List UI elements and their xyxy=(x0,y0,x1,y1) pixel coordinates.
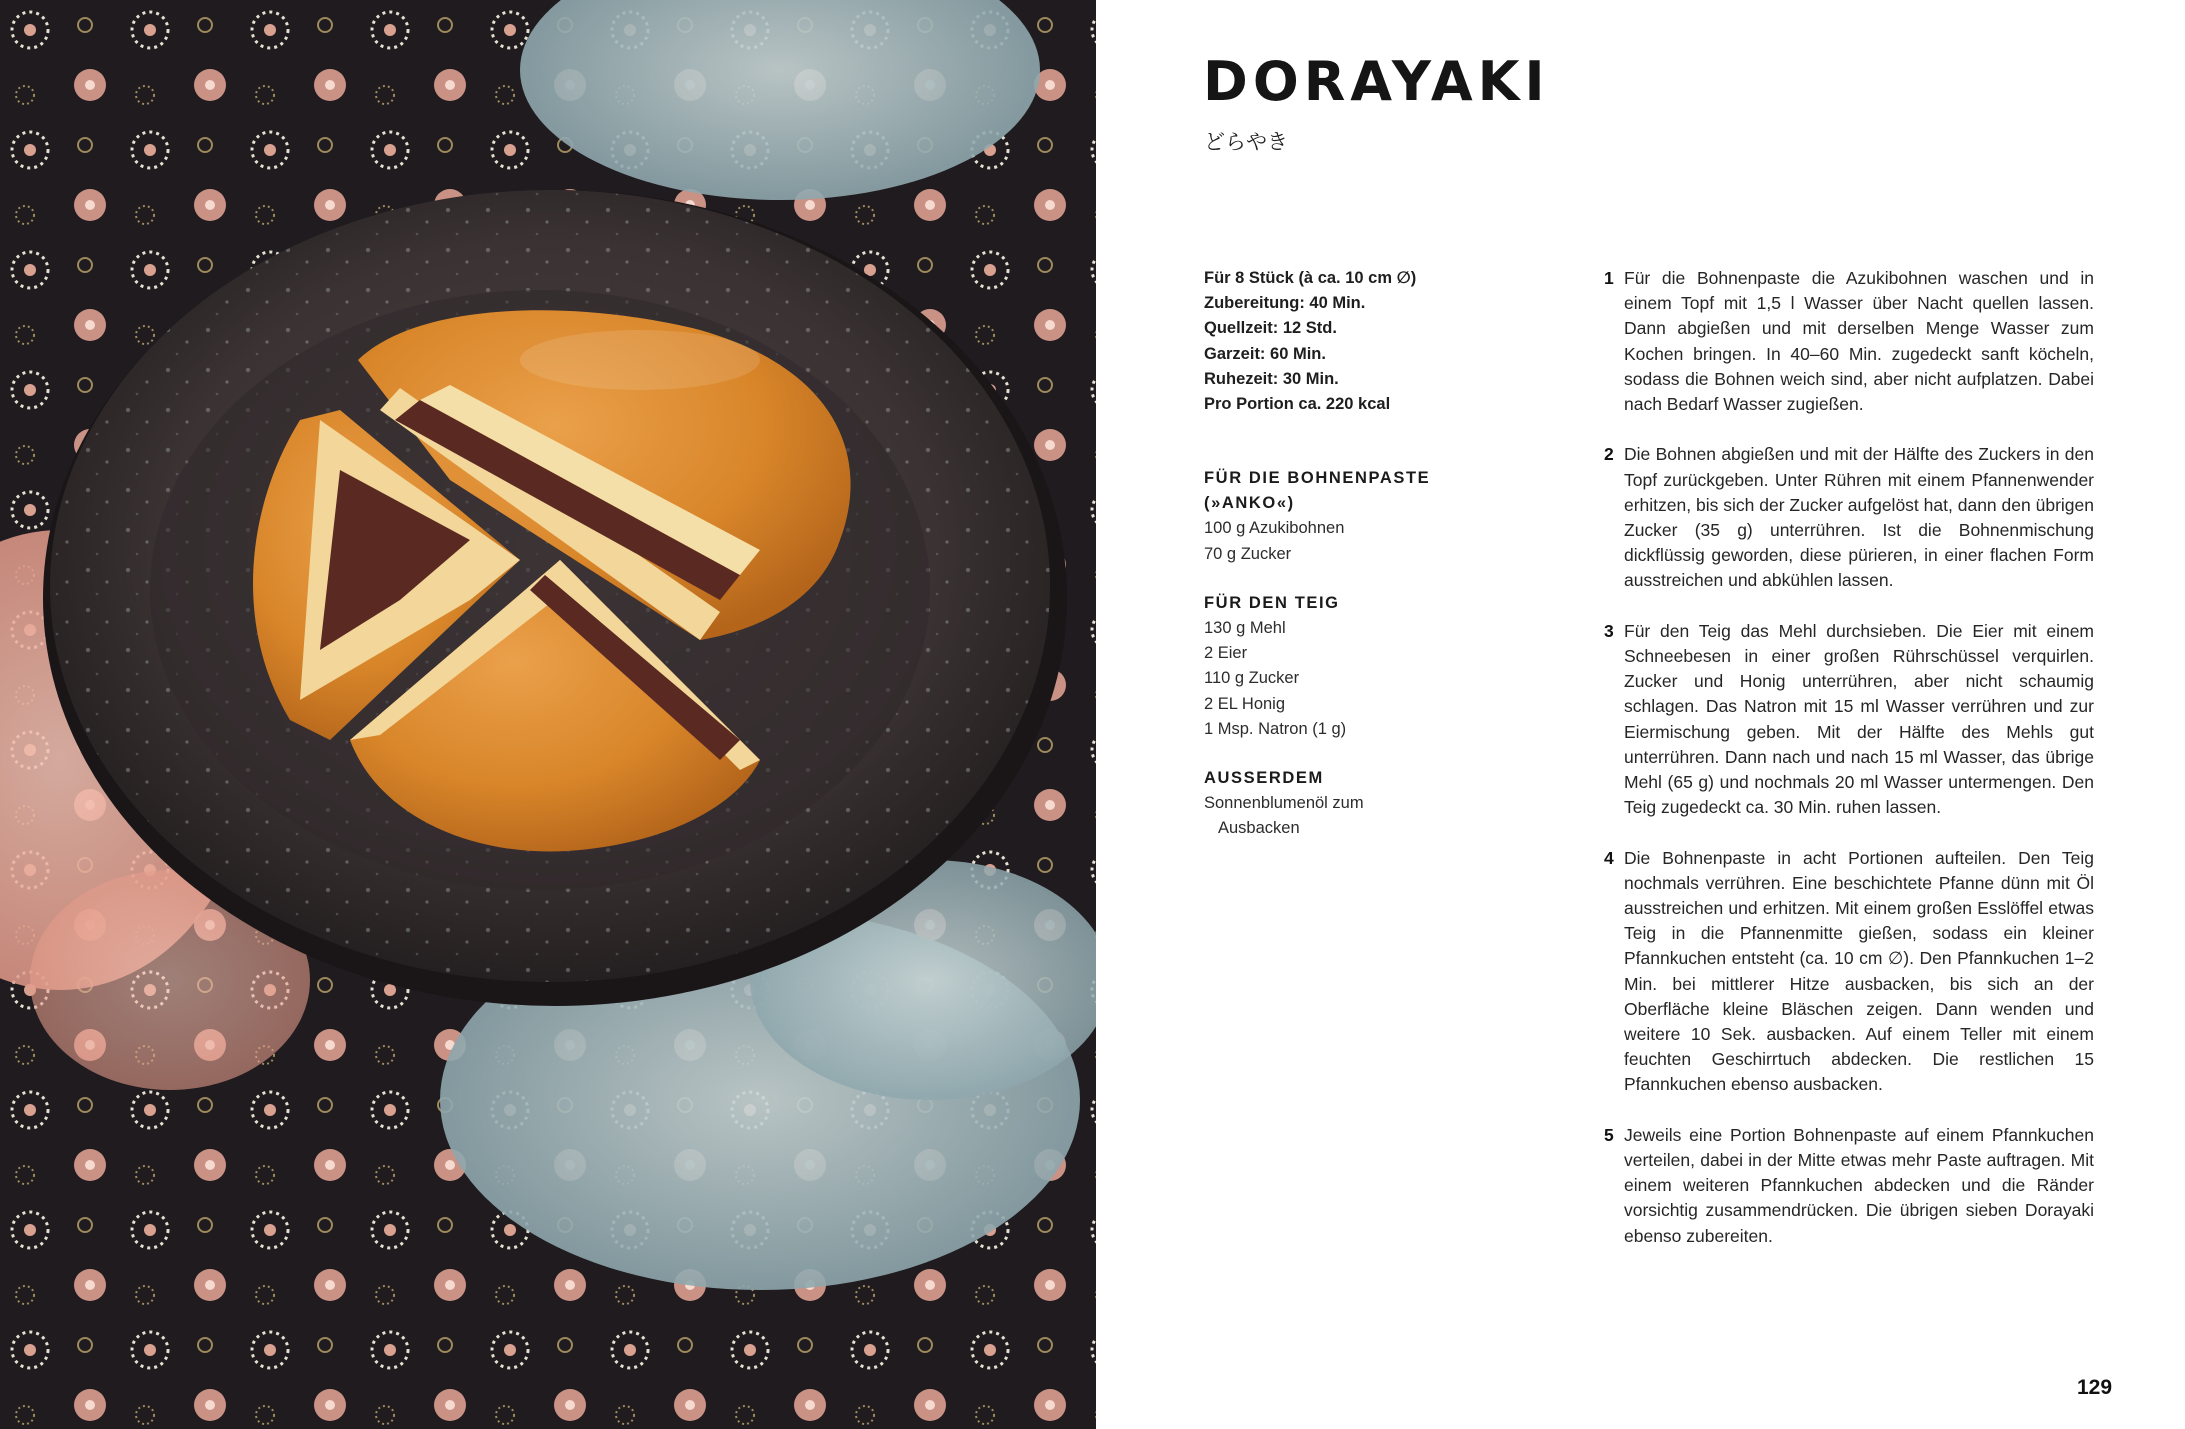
recipe-title: DORAYAKI xyxy=(1203,50,1550,113)
ingredient-group-dough xyxy=(1204,591,1504,742)
ingredient-group-heading: AUSSERDEM xyxy=(1204,769,1324,788)
ingredient-item: 2 EL Honig xyxy=(1204,694,1286,713)
meta-prep-time: Zubereitung: 40 Min. xyxy=(1204,294,1366,313)
step-text: Die Bohnen abgießen und mit der Hälfte des Zuckers in den Topf zurückgeben. Unter Rühren mit einem Pfannenwender erhitzen, bis sich der Zucker aufgelöst hat, dann den übrigen Zucker (35 g) unterrühren. Ist die Bohnenmischung dickflüssig geworden, diese pürieren, in einer flachen Form ausstreichen und abkühlen lassen. xyxy=(1624,444,2094,591)
page-number: 129 xyxy=(2077,1376,2113,1399)
ingredient-item: 100 g Azukibohnen xyxy=(1204,519,1345,538)
ingredient-group-heading: FÜR DIE BOHNENPASTE xyxy=(1204,469,1431,487)
step-text: Für die Bohnenpaste die Azukibohnen waschen und in einem Topf mit 1,5 l Wasser über Nacht quellen lassen. Dann abgießen und mit derselben Menge Wasser zum Kochen bringen. In 40–60 Min. zugedeckt sanft köcheln, sodass die Bohnen weich sind, aber nicht aufplatzen. Dabei nach Bedarf Wasser zugießen. xyxy=(1624,268,2094,415)
meta-soak-time: Quellzeit: 12 Std. xyxy=(1204,319,1337,338)
ingredient-item: 70 g Zucker xyxy=(1204,544,1292,563)
recipe-step xyxy=(1604,442,2094,593)
meta-yield: Für 8 Stück (à ca. 10 cm ∅) xyxy=(1204,269,1417,287)
recipe-steps xyxy=(1604,266,2094,1274)
recipe-step xyxy=(1604,266,2094,417)
recipe-step xyxy=(1604,846,2094,1098)
meta-calories: Pro Portion ca. 220 kcal xyxy=(1204,395,1391,414)
step-text: Für den Teig das Mehl durchsieben. Die Eier mit einem Schneebesen in einer großen Rührschüssel verquirlen. Zucker und Honig unterrühren, aber nicht schaumig schlagen. Das Natron mit 15 ml Wasser verrühren und zur Eiermischung geben. Mit der Hälfte des Mehls gut unterrühren. Dann nach und nach 15 ml Wasser, das übrige Mehl (65 g) und nochmals 20 ml Wasser untermengen. Den Teig zugedeckt ca. 30 Min. ruhen lassen. xyxy=(1624,620,2094,818)
ingredient-item: Sonnenblumenöl zum xyxy=(1204,794,1364,813)
ingredient-item: Ausbacken xyxy=(1218,819,1300,838)
step-text: Die Bohnenpaste in acht Portionen aufteilen. Den Teig nochmals verrühren. Eine beschichtete Pfanne dünn mit Öl ausstreichen und erhitzen. Mit einem großen Esslöffel etwas Teig in die Pfannenmitte gießen, sodass ein kleiner Pfannkuchen entsteht (ca. 10 cm ∅). Den Pfannkuchen 1–2 Min. bei mittlerer Hitze ausbacken, bis sich an der Oberfläche kleine Bläschen zeigen. Dann wenden und weitere 10 Sek. ausbacken. Auf einem Teller mit einem feuchten Geschirrtuch abdecken. Die restlichen 15 Pfannkuchen ebenso ausbacken. xyxy=(1624,847,2094,1095)
recipe-meta-info xyxy=(1204,266,1504,417)
ingredient-item: 1 Msp. Natron (1 g) xyxy=(1204,719,1347,738)
recipe-subtitle-japanese: どらやき xyxy=(1204,130,1288,154)
ingredient-group-additionally xyxy=(1204,766,1504,842)
meta-rest-time: Ruhezeit: 30 Min. xyxy=(1204,369,1339,388)
meta-cook-time: Garzeit: 60 Min. xyxy=(1204,344,1326,363)
ingredient-group-heading: (»ANKO«) xyxy=(1204,494,1295,513)
step-number: 2 xyxy=(1604,444,1614,465)
recipe-step xyxy=(1604,1123,2094,1249)
ingredient-item: 2 Eier xyxy=(1204,644,1248,663)
step-number: 4 xyxy=(1604,847,1614,868)
recipe-step xyxy=(1604,619,2094,821)
ingredient-group-bean-paste xyxy=(1204,466,1504,567)
ingredient-item: 110 g Zucker xyxy=(1204,669,1300,688)
ingredients-list xyxy=(1204,466,1504,866)
step-text: Jeweils eine Portion Bohnenpaste auf einem Pfannkuchen verteilen, dabei in der Mitte etwas mehr Paste auftragen. Mit einem weiteren Pfannkuchen abdecken und die Ränder vorsichtig zusammendrücken. Die übrigen sieben Dorayaki ebenso zubereiten. xyxy=(1624,1124,2094,1246)
step-number: 3 xyxy=(1604,620,1614,641)
ingredient-group-heading: FÜR DEN TEIG xyxy=(1204,593,1340,612)
step-number: 5 xyxy=(1604,1124,1614,1145)
ingredient-item: 130 g Mehl xyxy=(1204,619,1286,638)
step-number: 1 xyxy=(1604,268,1614,288)
